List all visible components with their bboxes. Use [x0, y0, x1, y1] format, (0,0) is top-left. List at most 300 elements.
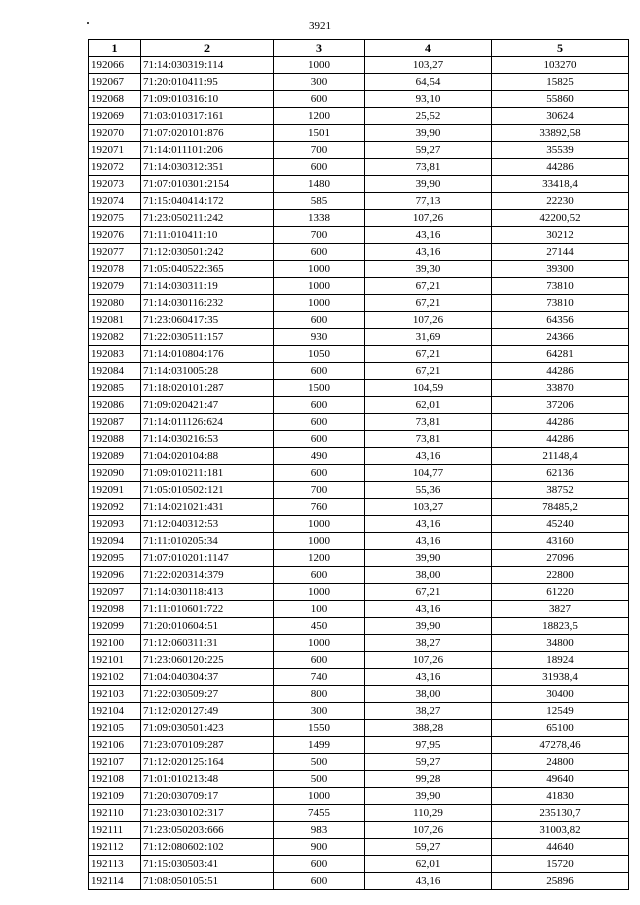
row-number-cell: 192092 [89, 499, 141, 516]
area-cell: 1000 [274, 261, 365, 278]
row-number-cell: 192068 [89, 91, 141, 108]
area-cell: 600 [274, 465, 365, 482]
cadastral-number-cell: 71:23:060120:225 [141, 652, 274, 669]
value-cell: 33892,58 [492, 125, 629, 142]
cadastral-number-cell: 71:09:010211:181 [141, 465, 274, 482]
table-row [89, 567, 629, 584]
table-row [89, 686, 629, 703]
area-cell: 1000 [274, 533, 365, 550]
rate-cell: 38,00 [365, 567, 492, 584]
table-row [89, 227, 629, 244]
row-number-cell: 192078 [89, 261, 141, 278]
rate-cell: 43,16 [365, 873, 492, 890]
area-cell: 1499 [274, 737, 365, 754]
rate-cell: 73,81 [365, 159, 492, 176]
cadastral-number-cell: 71:22:020314:379 [141, 567, 274, 584]
cadastral-number-cell: 71:20:030709:17 [141, 788, 274, 805]
rate-cell: 43,16 [365, 669, 492, 686]
area-cell: 600 [274, 431, 365, 448]
value-cell: 64281 [492, 346, 629, 363]
row-number-cell: 192113 [89, 856, 141, 873]
table-row [89, 414, 629, 431]
area-cell: 1501 [274, 125, 365, 142]
row-number-cell: 192073 [89, 176, 141, 193]
cadastral-number-cell: 71:05:040522:365 [141, 261, 274, 278]
rate-cell: 67,21 [365, 346, 492, 363]
row-number-cell: 192084 [89, 363, 141, 380]
row-number-cell: 192108 [89, 771, 141, 788]
row-number-cell: 192112 [89, 839, 141, 856]
value-cell: 25896 [492, 873, 629, 890]
value-cell: 37206 [492, 397, 629, 414]
cadastral-number-cell: 71:23:050211:242 [141, 210, 274, 227]
area-cell: 500 [274, 754, 365, 771]
rate-cell: 43,16 [365, 227, 492, 244]
cadastral-number-cell: 71:03:010317:161 [141, 108, 274, 125]
area-cell: 600 [274, 414, 365, 431]
row-number-cell: 192102 [89, 669, 141, 686]
table-row [89, 448, 629, 465]
rate-cell: 103,27 [365, 57, 492, 74]
table-row [89, 176, 629, 193]
value-cell: 18823,5 [492, 618, 629, 635]
area-cell: 1338 [274, 210, 365, 227]
rate-cell: 43,16 [365, 516, 492, 533]
row-number-cell: 192076 [89, 227, 141, 244]
column-header-2: 2 [141, 40, 274, 57]
area-cell: 600 [274, 91, 365, 108]
value-cell: 42200,52 [492, 210, 629, 227]
area-cell: 585 [274, 193, 365, 210]
area-cell: 1000 [274, 57, 365, 74]
area-cell: 300 [274, 74, 365, 91]
row-number-cell: 192074 [89, 193, 141, 210]
table-row [89, 210, 629, 227]
value-cell: 41830 [492, 788, 629, 805]
table-row [89, 635, 629, 652]
area-cell: 700 [274, 482, 365, 499]
table-row [89, 482, 629, 499]
rate-cell: 39,90 [365, 788, 492, 805]
value-cell: 55860 [492, 91, 629, 108]
row-number-cell: 192111 [89, 822, 141, 839]
table-row [89, 108, 629, 125]
value-cell: 12549 [492, 703, 629, 720]
cadastral-number-cell: 71:14:021021:431 [141, 499, 274, 516]
value-cell: 15825 [492, 74, 629, 91]
header-row [89, 40, 629, 57]
row-number-cell: 192079 [89, 278, 141, 295]
area-cell: 1500 [274, 380, 365, 397]
cadastral-number-cell: 71:14:030118:413 [141, 584, 274, 601]
row-number-cell: 192081 [89, 312, 141, 329]
rate-cell: 67,21 [365, 584, 492, 601]
row-number-cell: 192106 [89, 737, 141, 754]
value-cell: 73810 [492, 278, 629, 295]
cadastral-number-cell: 71:14:030116:232 [141, 295, 274, 312]
value-cell: 38752 [492, 482, 629, 499]
area-cell: 300 [274, 703, 365, 720]
table-body [89, 57, 629, 890]
row-number-cell: 192083 [89, 346, 141, 363]
cadastral-number-cell: 71:07:010301:2154 [141, 176, 274, 193]
area-cell: 1000 [274, 516, 365, 533]
row-number-cell: 192090 [89, 465, 141, 482]
value-cell: 49640 [492, 771, 629, 788]
rate-cell: 107,26 [365, 312, 492, 329]
row-number-cell: 192067 [89, 74, 141, 91]
rate-cell: 104,59 [365, 380, 492, 397]
cadastral-number-cell: 71:12:030501:242 [141, 244, 274, 261]
table-row [89, 839, 629, 856]
area-cell: 1000 [274, 788, 365, 805]
rate-cell: 43,16 [365, 601, 492, 618]
value-cell: 24366 [492, 329, 629, 346]
cadastral-number-cell: 71:05:010502:121 [141, 482, 274, 499]
area-cell: 500 [274, 771, 365, 788]
table-row [89, 261, 629, 278]
rate-cell: 39,90 [365, 550, 492, 567]
table-row [89, 652, 629, 669]
cadastral-number-cell: 71:20:010604:51 [141, 618, 274, 635]
cadastral-number-cell: 71:12:080602:102 [141, 839, 274, 856]
value-cell: 34800 [492, 635, 629, 652]
rate-cell: 73,81 [365, 414, 492, 431]
row-number-cell: 192071 [89, 142, 141, 159]
area-cell: 600 [274, 567, 365, 584]
row-number-cell: 192089 [89, 448, 141, 465]
area-cell: 740 [274, 669, 365, 686]
cadastral-number-cell: 71:07:010201:1147 [141, 550, 274, 567]
area-cell: 1000 [274, 278, 365, 295]
table-row [89, 550, 629, 567]
area-cell: 100 [274, 601, 365, 618]
table-row [89, 754, 629, 771]
row-number-cell: 192099 [89, 618, 141, 635]
row-number-cell: 192104 [89, 703, 141, 720]
table-row [89, 397, 629, 414]
area-cell: 1200 [274, 550, 365, 567]
table-row [89, 380, 629, 397]
value-cell: 27144 [492, 244, 629, 261]
area-cell: 1050 [274, 346, 365, 363]
cadastral-number-cell: 71:14:030312:351 [141, 159, 274, 176]
area-cell: 1000 [274, 584, 365, 601]
value-cell: 44286 [492, 363, 629, 380]
value-cell: 44286 [492, 414, 629, 431]
table-row [89, 516, 629, 533]
cadastral-number-cell: 71:14:011101:206 [141, 142, 274, 159]
area-cell: 1480 [274, 176, 365, 193]
table-row [89, 822, 629, 839]
rate-cell: 59,27 [365, 754, 492, 771]
rate-cell: 93,10 [365, 91, 492, 108]
table-row [89, 57, 629, 74]
column-header-1: 1 [89, 40, 141, 57]
column-header-3: 3 [274, 40, 365, 57]
value-cell: 35539 [492, 142, 629, 159]
value-cell: 21148,4 [492, 448, 629, 465]
table-row [89, 703, 629, 720]
area-cell: 450 [274, 618, 365, 635]
area-cell: 600 [274, 652, 365, 669]
area-cell: 900 [274, 839, 365, 856]
cadastral-number-cell: 71:23:030102:317 [141, 805, 274, 822]
row-number-cell: 192110 [89, 805, 141, 822]
row-number-cell: 192077 [89, 244, 141, 261]
row-number-cell: 192072 [89, 159, 141, 176]
rate-cell: 103,27 [365, 499, 492, 516]
table-row [89, 74, 629, 91]
cadastral-number-cell: 71:04:020104:88 [141, 448, 274, 465]
column-header-4: 4 [365, 40, 492, 57]
area-cell: 600 [274, 856, 365, 873]
table-row [89, 431, 629, 448]
table-row [89, 720, 629, 737]
table-row [89, 737, 629, 754]
cadastral-number-cell: 71:14:030216:53 [141, 431, 274, 448]
value-cell: 47278,46 [492, 737, 629, 754]
value-cell: 22800 [492, 567, 629, 584]
cadastral-number-cell: 71:23:050203:666 [141, 822, 274, 839]
cadastral-number-cell: 71:23:060417:35 [141, 312, 274, 329]
rate-cell: 73,81 [365, 431, 492, 448]
table-row [89, 669, 629, 686]
row-number-cell: 192107 [89, 754, 141, 771]
row-number-cell: 192085 [89, 380, 141, 397]
cadastral-number-cell: 71:12:060311:31 [141, 635, 274, 652]
rate-cell: 59,27 [365, 142, 492, 159]
table-row [89, 618, 629, 635]
rate-cell: 55,36 [365, 482, 492, 499]
row-number-cell: 192087 [89, 414, 141, 431]
value-cell: 31003,82 [492, 822, 629, 839]
row-number-cell: 192086 [89, 397, 141, 414]
rate-cell: 62,01 [365, 856, 492, 873]
row-number-cell: 192095 [89, 550, 141, 567]
cadastral-number-cell: 71:11:010205:34 [141, 533, 274, 550]
row-number-cell: 192075 [89, 210, 141, 227]
value-cell: 33870 [492, 380, 629, 397]
row-number-cell: 192100 [89, 635, 141, 652]
row-number-cell: 192098 [89, 601, 141, 618]
value-cell: 44286 [492, 431, 629, 448]
cadastral-number-cell: 71:11:010411:10 [141, 227, 274, 244]
row-number-cell: 192093 [89, 516, 141, 533]
value-cell: 18924 [492, 652, 629, 669]
data-table [88, 39, 629, 890]
row-number-cell: 192097 [89, 584, 141, 601]
table-row [89, 788, 629, 805]
area-cell: 600 [274, 159, 365, 176]
column-header-5: 5 [492, 40, 629, 57]
row-number-cell: 192070 [89, 125, 141, 142]
value-cell: 27096 [492, 550, 629, 567]
cadastral-number-cell: 71:07:020101:876 [141, 125, 274, 142]
area-cell: 600 [274, 244, 365, 261]
row-number-cell: 192094 [89, 533, 141, 550]
rate-cell: 43,16 [365, 533, 492, 550]
value-cell: 30212 [492, 227, 629, 244]
rate-cell: 38,00 [365, 686, 492, 703]
row-number-cell: 192101 [89, 652, 141, 669]
area-cell: 600 [274, 363, 365, 380]
value-cell: 73810 [492, 295, 629, 312]
table-row [89, 805, 629, 822]
table-row [89, 584, 629, 601]
row-number-cell: 192066 [89, 57, 141, 74]
table-row [89, 329, 629, 346]
area-cell: 600 [274, 397, 365, 414]
cadastral-number-cell: 71:09:020421:47 [141, 397, 274, 414]
cadastral-number-cell: 71:14:011126:624 [141, 414, 274, 431]
table-row [89, 312, 629, 329]
cadastral-number-cell: 71:23:070109:287 [141, 737, 274, 754]
table-row [89, 601, 629, 618]
row-number-cell: 192091 [89, 482, 141, 499]
table-row [89, 91, 629, 108]
area-cell: 7455 [274, 805, 365, 822]
rate-cell: 104,77 [365, 465, 492, 482]
cadastral-number-cell: 71:11:010601:722 [141, 601, 274, 618]
cadastral-number-cell: 71:12:020125:164 [141, 754, 274, 771]
cadastral-number-cell: 71:04:040304:37 [141, 669, 274, 686]
row-number-cell: 192080 [89, 295, 141, 312]
rate-cell: 110,29 [365, 805, 492, 822]
area-cell: 1000 [274, 635, 365, 652]
area-cell: 490 [274, 448, 365, 465]
value-cell: 30400 [492, 686, 629, 703]
area-cell: 700 [274, 227, 365, 244]
table-row [89, 533, 629, 550]
cadastral-number-cell: 71:09:030501:423 [141, 720, 274, 737]
area-cell: 600 [274, 312, 365, 329]
rate-cell: 67,21 [365, 295, 492, 312]
cadastral-number-cell: 71:09:010316:10 [141, 91, 274, 108]
value-cell: 30624 [492, 108, 629, 125]
area-cell: 760 [274, 499, 365, 516]
row-number-cell: 192088 [89, 431, 141, 448]
cadastral-number-cell: 71:01:010213:48 [141, 771, 274, 788]
area-cell: 800 [274, 686, 365, 703]
row-number-cell: 192103 [89, 686, 141, 703]
rate-cell: 38,27 [365, 703, 492, 720]
table-row [89, 244, 629, 261]
area-cell: 1000 [274, 295, 365, 312]
value-cell: 103270 [492, 57, 629, 74]
rate-cell: 62,01 [365, 397, 492, 414]
rate-cell: 107,26 [365, 652, 492, 669]
value-cell: 15720 [492, 856, 629, 873]
value-cell: 44286 [492, 159, 629, 176]
rate-cell: 67,21 [365, 363, 492, 380]
value-cell: 43160 [492, 533, 629, 550]
rate-cell: 107,26 [365, 822, 492, 839]
cadastral-number-cell: 71:14:030319:114 [141, 57, 274, 74]
cadastral-number-cell: 71:15:040414:172 [141, 193, 274, 210]
rate-cell: 25,52 [365, 108, 492, 125]
area-cell: 1550 [274, 720, 365, 737]
cadastral-number-cell: 71:15:030503:41 [141, 856, 274, 873]
row-number-cell: 192069 [89, 108, 141, 125]
row-number-cell: 192114 [89, 873, 141, 890]
cadastral-number-cell: 71:22:030511:157 [141, 329, 274, 346]
cadastral-number-cell: 71:12:020127:49 [141, 703, 274, 720]
table-row [89, 465, 629, 482]
table-row [89, 856, 629, 873]
rate-cell: 388,28 [365, 720, 492, 737]
cadastral-number-cell: 71:22:030509:27 [141, 686, 274, 703]
area-cell: 600 [274, 873, 365, 890]
row-number-cell: 192096 [89, 567, 141, 584]
table-row [89, 295, 629, 312]
table-row [89, 125, 629, 142]
value-cell: 62136 [492, 465, 629, 482]
value-cell: 3827 [492, 601, 629, 618]
rate-cell: 107,26 [365, 210, 492, 227]
row-number-cell: 192105 [89, 720, 141, 737]
cadastral-number-cell: 71:20:010411:95 [141, 74, 274, 91]
table-row [89, 363, 629, 380]
value-cell: 24800 [492, 754, 629, 771]
cadastral-number-cell: 71:18:020101:287 [141, 380, 274, 397]
rate-cell: 59,27 [365, 839, 492, 856]
rate-cell: 77,13 [365, 193, 492, 210]
rate-cell: 38,27 [365, 635, 492, 652]
rate-cell: 39,30 [365, 261, 492, 278]
value-cell: 64356 [492, 312, 629, 329]
value-cell: 33418,4 [492, 176, 629, 193]
cadastral-number-cell: 71:14:030311:19 [141, 278, 274, 295]
rate-cell: 43,16 [365, 448, 492, 465]
rate-cell: 99,28 [365, 771, 492, 788]
row-number-cell: 192109 [89, 788, 141, 805]
value-cell: 78485,2 [492, 499, 629, 516]
rate-cell: 39,90 [365, 618, 492, 635]
rate-cell: 97,95 [365, 737, 492, 754]
table-row [89, 278, 629, 295]
cadastral-number-cell: 71:14:010804:176 [141, 346, 274, 363]
rate-cell: 67,21 [365, 278, 492, 295]
rate-cell: 39,90 [365, 176, 492, 193]
rate-cell: 39,90 [365, 125, 492, 142]
value-cell: 31938,4 [492, 669, 629, 686]
table-row [89, 142, 629, 159]
value-cell: 65100 [492, 720, 629, 737]
table-row [89, 346, 629, 363]
value-cell: 235130,7 [492, 805, 629, 822]
rate-cell: 31,69 [365, 329, 492, 346]
area-cell: 1200 [274, 108, 365, 125]
table-row [89, 159, 629, 176]
table-row [89, 771, 629, 788]
value-cell: 22230 [492, 193, 629, 210]
cadastral-number-cell: 71:14:031005:28 [141, 363, 274, 380]
cadastral-number-cell: 71:12:040312:53 [141, 516, 274, 533]
value-cell: 44640 [492, 839, 629, 856]
value-cell: 61220 [492, 584, 629, 601]
area-cell: 700 [274, 142, 365, 159]
value-cell: 39300 [492, 261, 629, 278]
table-row [89, 499, 629, 516]
rate-cell: 64,54 [365, 74, 492, 91]
value-cell: 45240 [492, 516, 629, 533]
page-number: 3921 [309, 20, 331, 32]
table-row [89, 873, 629, 890]
area-cell: 983 [274, 822, 365, 839]
table-row [89, 193, 629, 210]
rate-cell: 43,16 [365, 244, 492, 261]
